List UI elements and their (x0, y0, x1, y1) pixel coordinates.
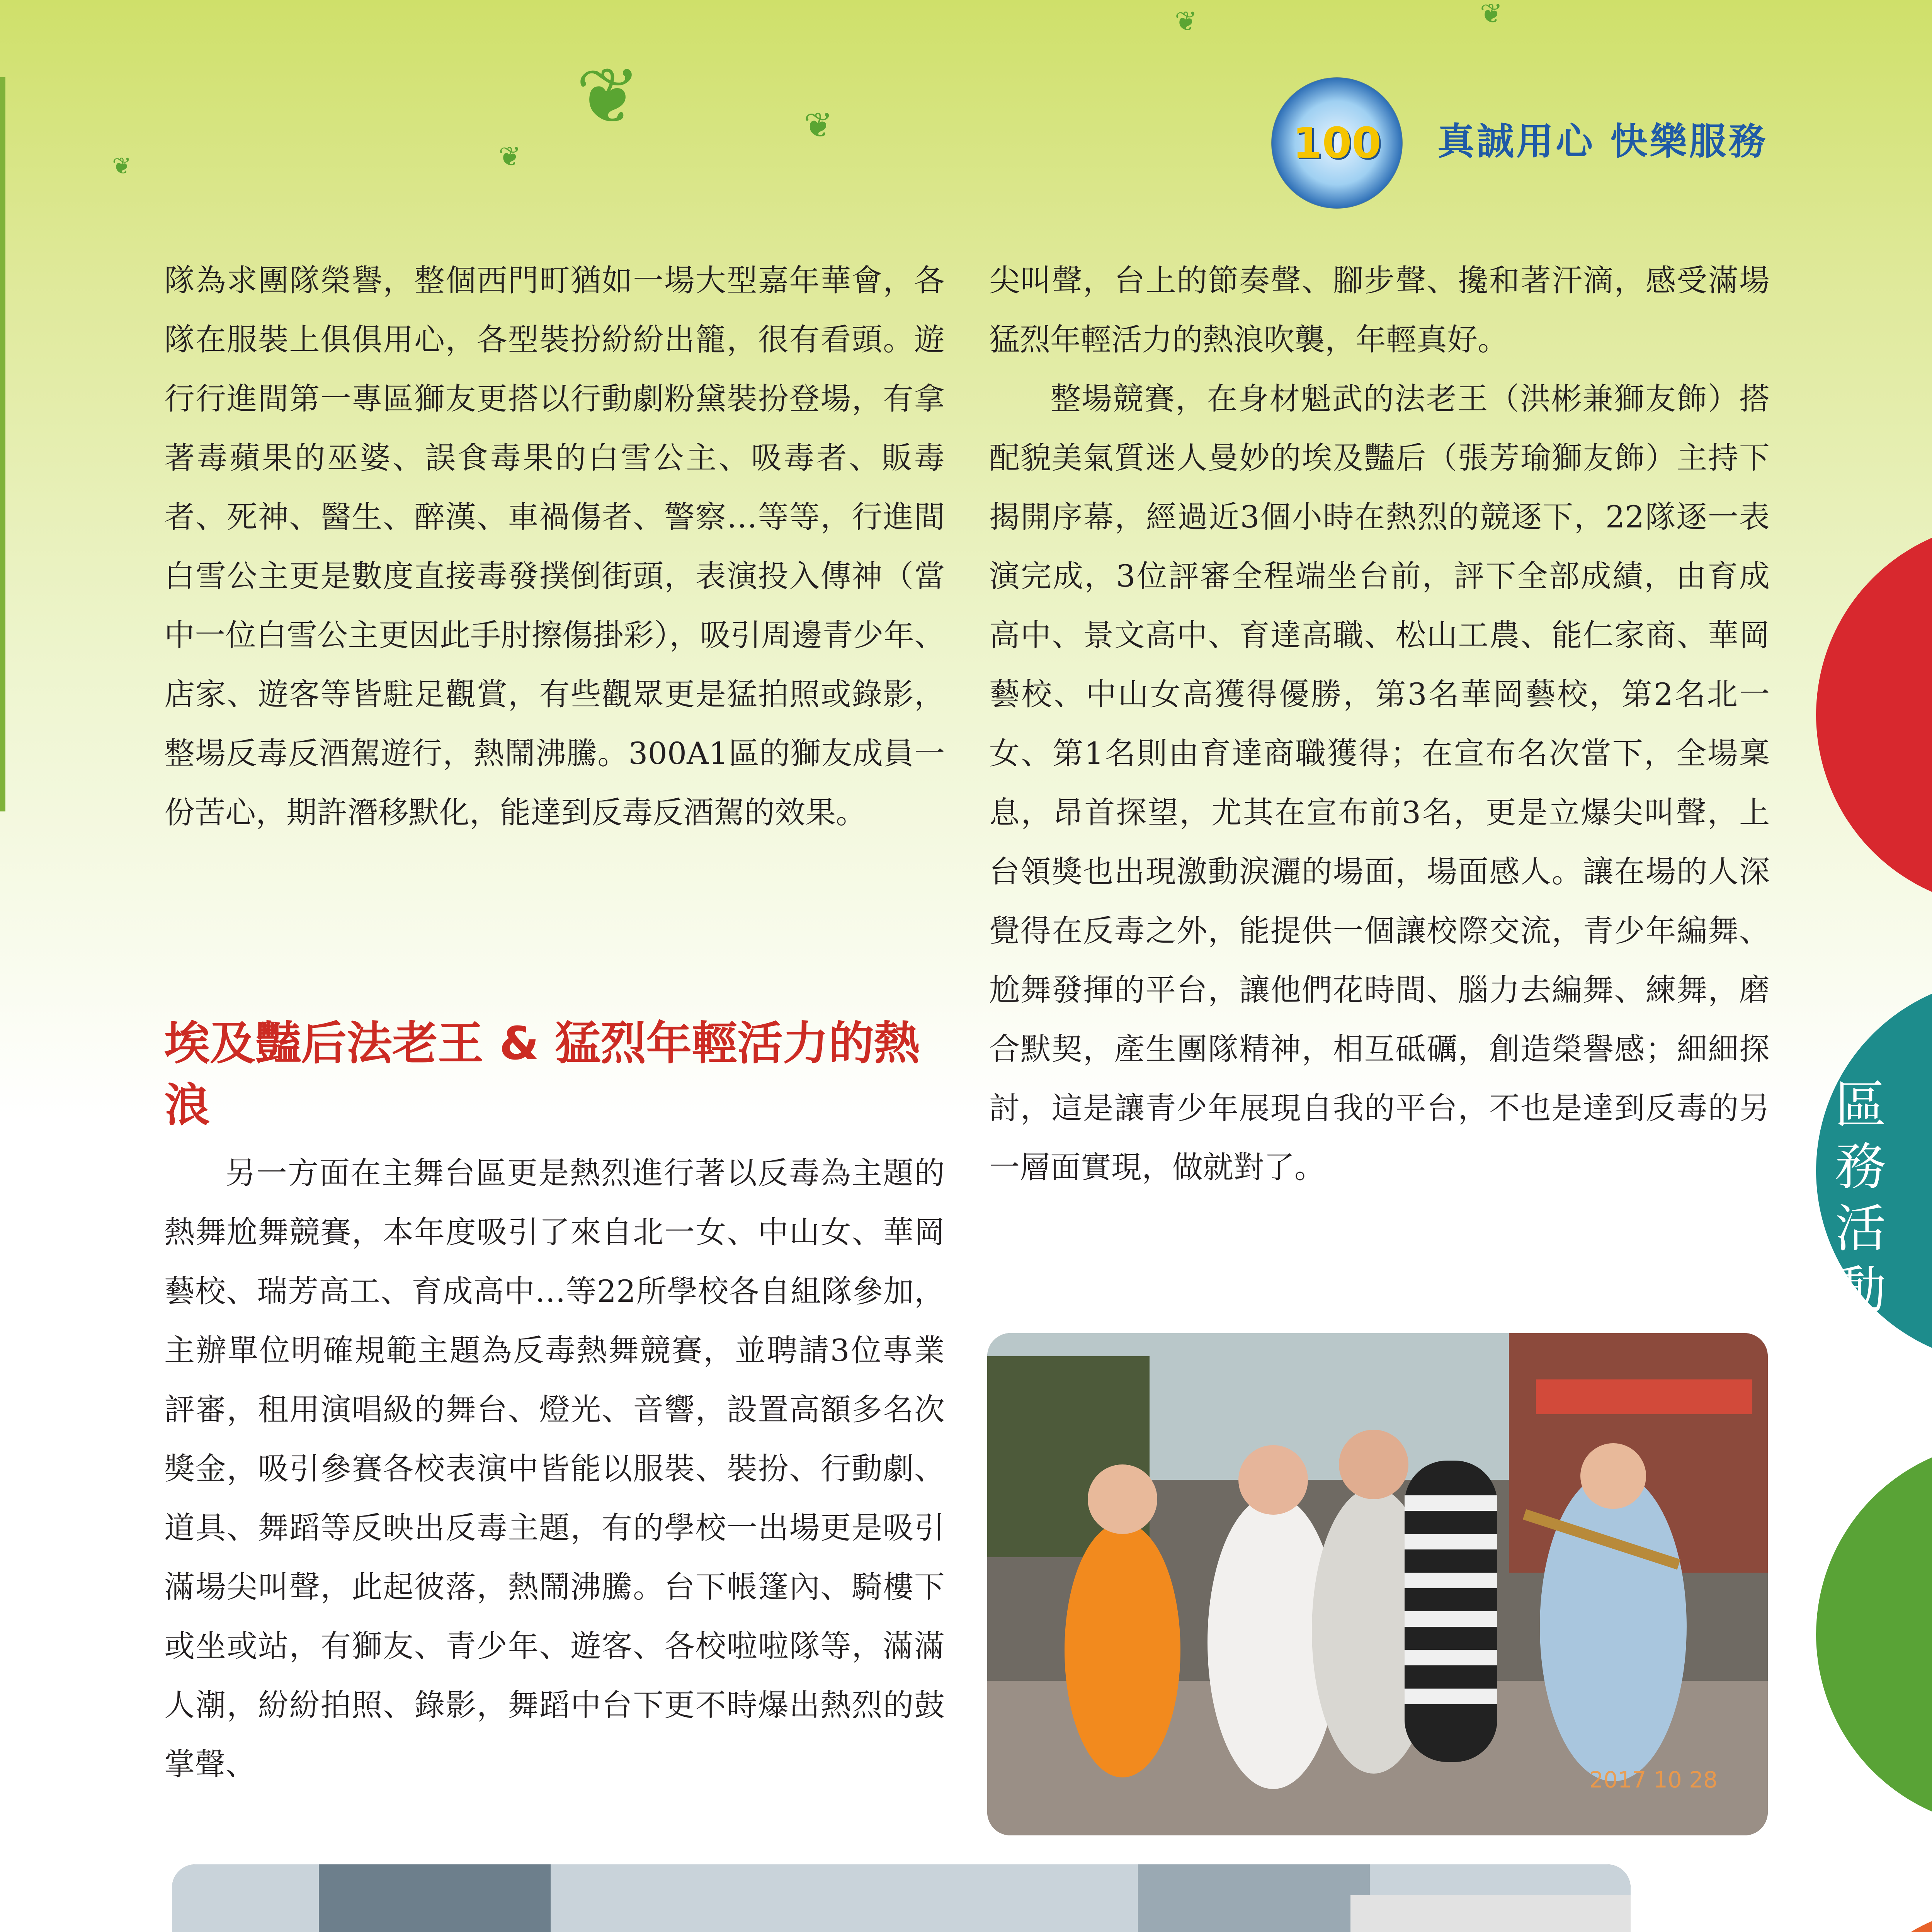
photo-group-march-image (172, 1864, 1631, 1932)
body-paragraph: 尖叫聲，台上的節奏聲、腳步聲、攙和著汗滴，感受滿場猛烈年輕活力的熱浪吹襲，年輕真好。 (989, 263, 1770, 357)
butterfly-icon: ❦ (1175, 5, 1197, 37)
left-column-section (164, 1144, 945, 1794)
header-slogan: 真誠用心 快樂服務 (1437, 120, 1768, 163)
photo-costume-parade (987, 1333, 1768, 1835)
decor-circle-green (1816, 1441, 1932, 1828)
butterfly-icon: ❦ (576, 51, 641, 141)
section-tab (1824, 1074, 1897, 1321)
left-column (164, 251, 945, 842)
section-tab-char: 區 (1835, 1075, 1886, 1135)
section-heading: 埃及豔后法老王 & 猛烈年輕活力的熱浪 (164, 1017, 920, 1132)
photo-date-stamp: 2017 10 28 (1589, 1767, 1718, 1793)
body-paragraph: 另一方面在主舞台區更是熱烈進行著以反毒為主題的熱舞尬舞競賽，本年度吸引了來自北一女、中山女、華岡藝校、瑞芳高工、育成高中…等22所學校各自組隊參加，主辦單位明確規範主題為反毒熱舞競賽，並聘請3位專業評審，租用演唱級的舞台、燈光、音響，設置高額多名次獎金，吸引參賽各校表演中皆能以服裝、裝扮、行動劇、道具、舞蹈等反映出反毒主題，有的學校一出場更是吸引滿場尖叫聲，此起彼落，熱鬧沸騰。台下帳篷內、騎樓下或坐或站，有獅友、青少年、遊客、各校啦啦隊等，滿滿人潮，紛紛拍照、錄影，舞蹈中台下更不時爆出熱烈的鼓掌聲、 (164, 1155, 945, 1782)
centennial-logo (1271, 77, 1403, 209)
butterfly-icon: ❦ (498, 141, 521, 172)
section-tab-char: 務 (1835, 1137, 1886, 1197)
section-tab-char: 動 (1835, 1261, 1886, 1320)
body-paragraph: 隊為求團隊榮譽，整個西門町猶如一場大型嘉年華會，各隊在服裝上俱俱用心，各型裝扮紛紛出籠，很有看頭。遊行行進間第一專區獅友更搭以行動劇粉黛裝扮登場，有拿著毒蘋果的巫婆、誤食毒果的白雪公主、吸毒者、販毒者、死神、醫生、醉漢、車禍傷者、警察…等等，行進間白雪公主更是數度直接毒發撲倒街頭，表演投入傳神（當中一位白雪公主更因此手肘擦傷掛彩），吸引周邊青少年、店家、遊客等皆駐足觀賞，有些觀眾更是猛拍照或錄影，整場反毒反酒駕遊行，熱鬧沸騰。300A1區的獅友成員一份苦心，期許潛移默化，能達到反毒反酒駕的效果。 (164, 263, 945, 830)
photo-group-march (172, 1864, 1631, 1932)
left-edge-bar (0, 77, 5, 811)
section-tab-char: 活 (1835, 1199, 1886, 1259)
right-column (989, 251, 1770, 1197)
butterfly-icon: ❦ (1480, 0, 1503, 29)
photo-costume-parade-image (987, 1333, 1768, 1835)
logo-text: 100 (1293, 118, 1381, 168)
butterfly-icon: ❦ (112, 153, 132, 180)
decor-circle-orange (1816, 1905, 1932, 1932)
body-paragraph: 整場競賽，在身材魁武的法老王（洪彬兼獅友飾）搭配貌美氣質迷人曼妙的埃及豔后（張芳瑜獅友飾）主持下揭開序幕，經過近3個小時在熱烈的競逐下，22隊逐一表演完成，3位評審全程端坐台前，評下全部成績，由育成高中、景文高中、育達高職、松山工農、能仁家商、華岡藝校、中山女高獲得優勝，第3名華岡藝校，第2名北一女、第1名則由育達商職獲得；在宣布名次當下，全場稟息，昂首探望，尤其在宣布前3名，更是立爆尖叫聲，上台領獎也出現激動淚灑的場面，場面感人。讓在場的人深覺得在反毒之外，能提供一個讓校際交流，青少年編舞、尬舞發揮的平台，讓他們花時間、腦力去編舞、練舞，磨合默契，產生團隊精神，相互砥礪，創造榮譽感；細細探討，這是讓青少年展現自我的平台，不也是達到反毒的另一層面實現，做就對了。 (989, 381, 1770, 1185)
butterfly-icon: ❦ (804, 105, 833, 146)
